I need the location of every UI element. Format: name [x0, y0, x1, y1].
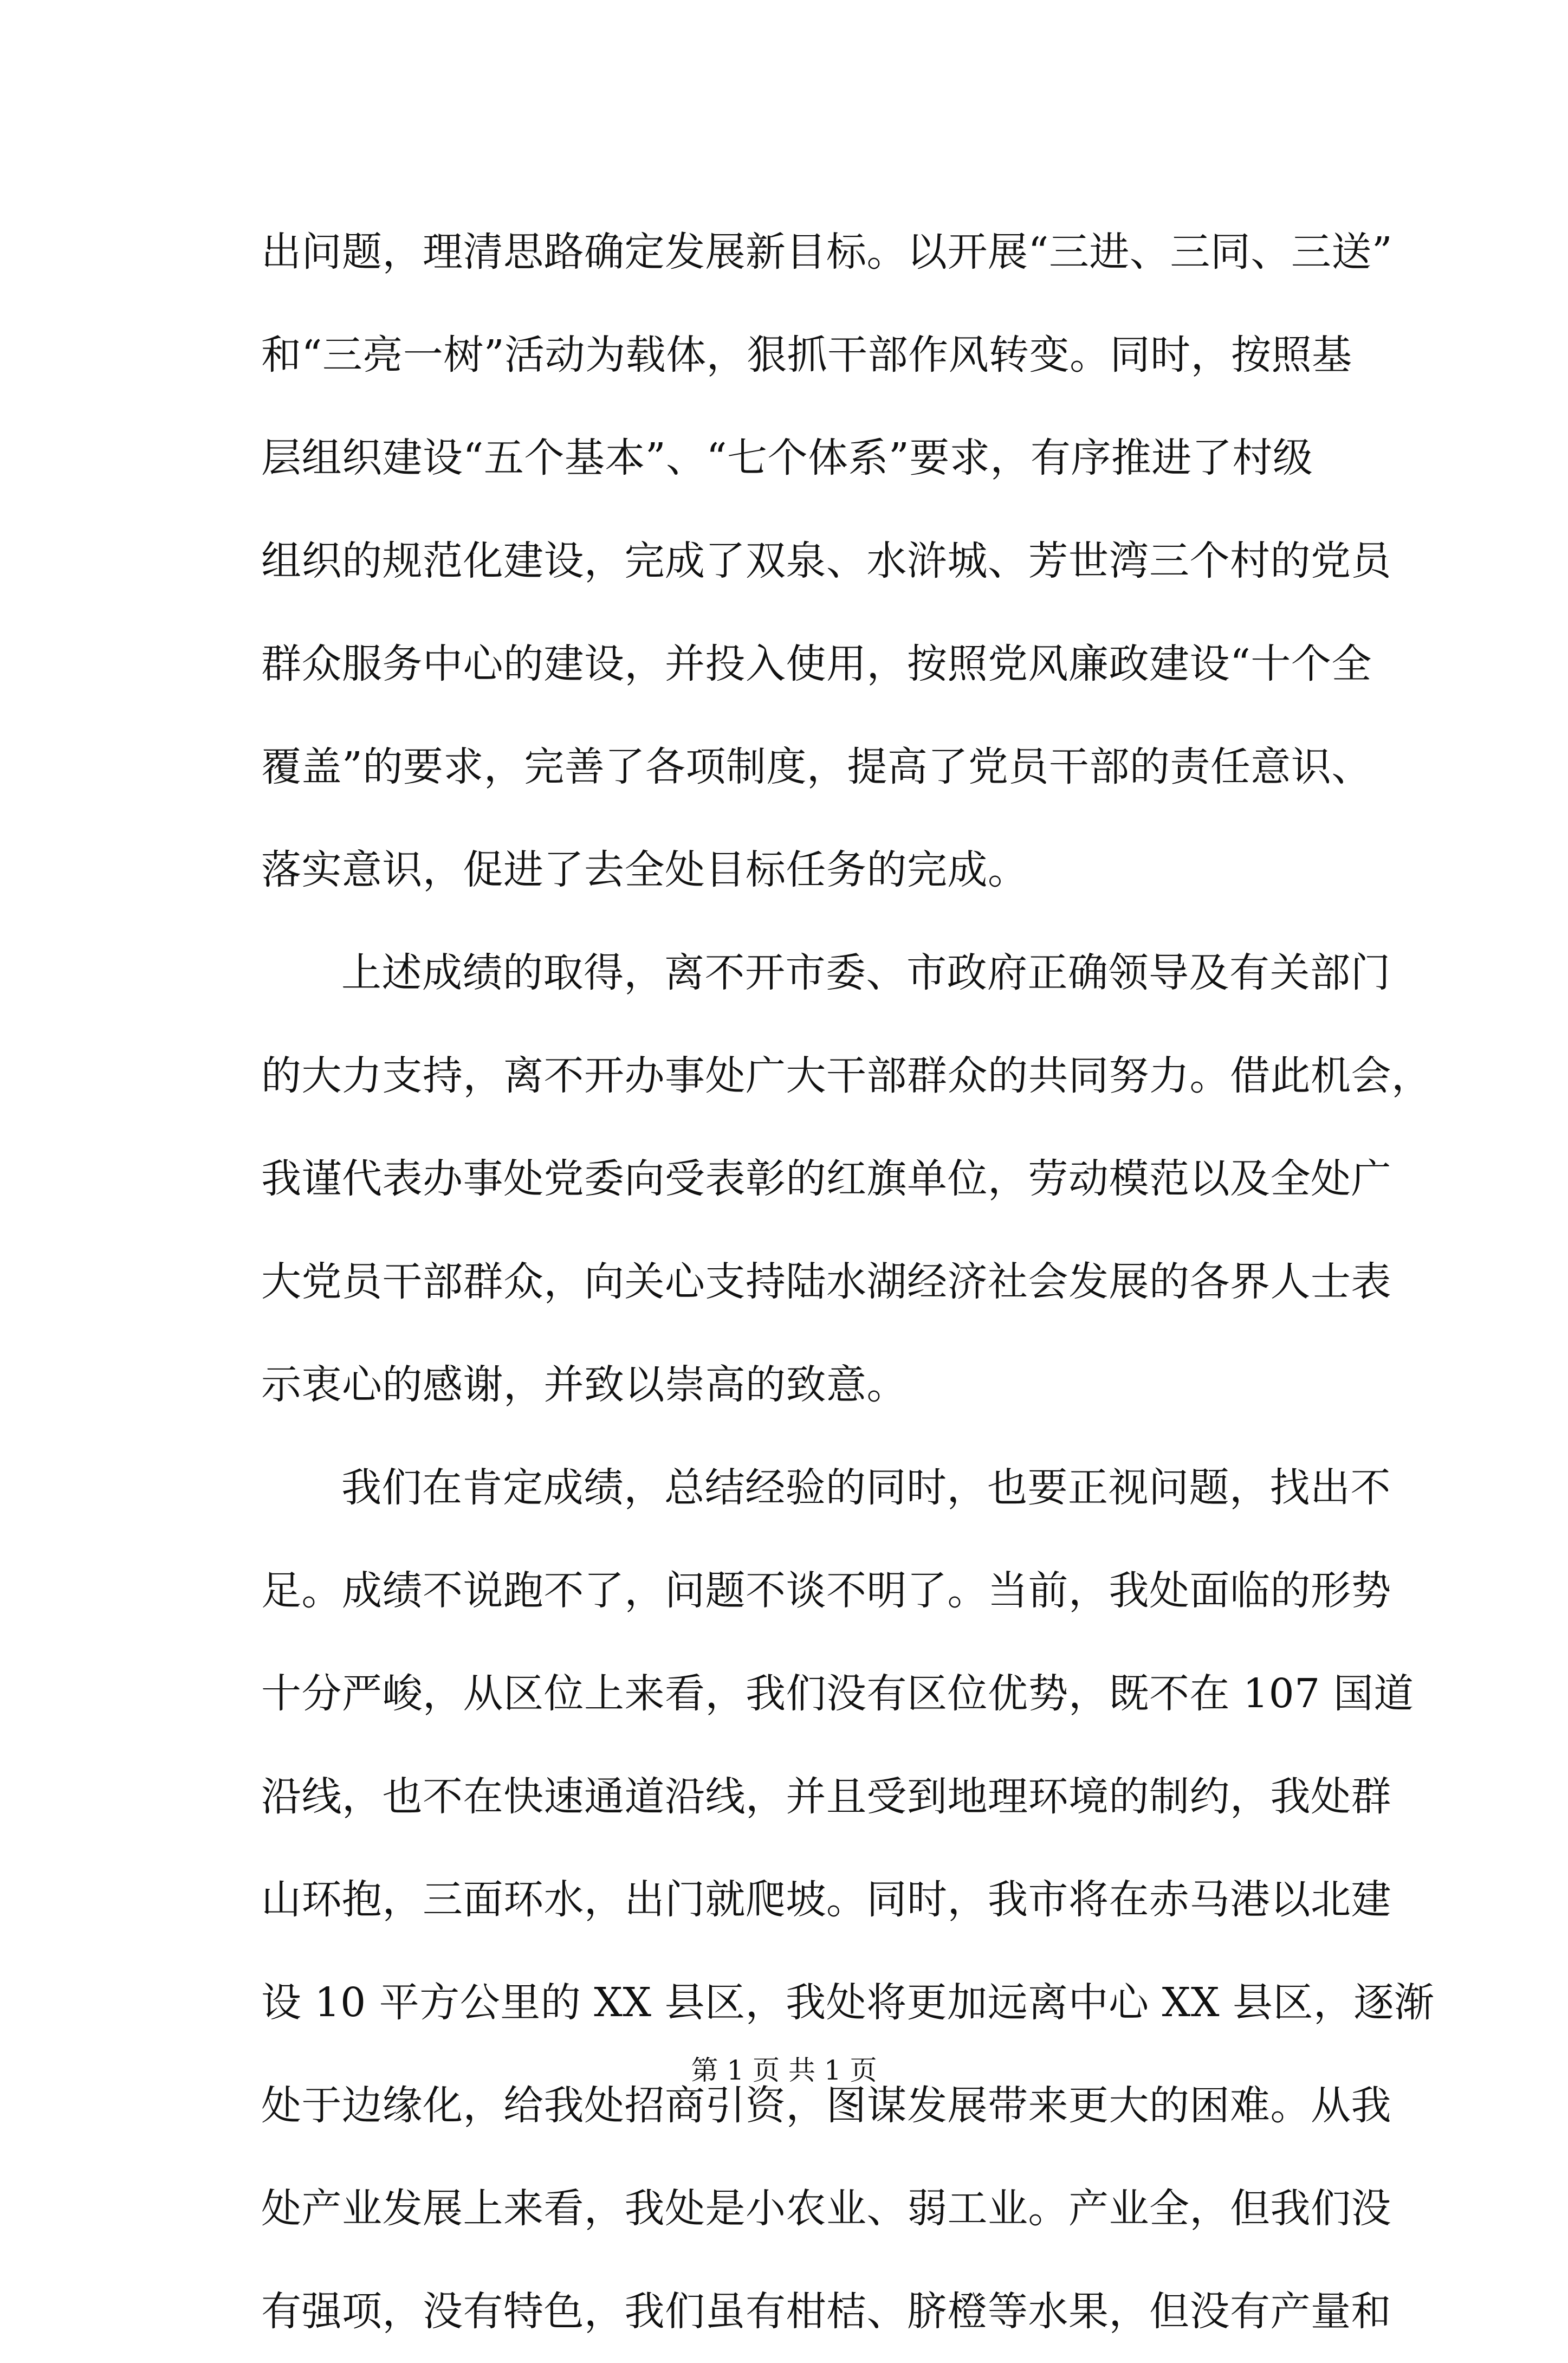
text-line: 层组织建设“五个基本”、“七个体系”要求，有序推进了村级 — [261, 435, 1313, 481]
text-line: 沿线，也不在快速通道沿线，并且受到地理环境的制约，我处群 — [261, 1773, 1391, 1820]
text-line: 处产业发展上来看，我处是小农业、弱工业。产业全，但我们没 — [261, 2185, 1391, 2232]
text-line: 我谨代表办事处党委向受表彰的红旗单位，劳动模范以及全处广 — [261, 1155, 1391, 1202]
text-line: 十分严峻，从区位上来看，我们没有区位优势，既不在 107 国道 — [261, 1670, 1414, 1717]
document-body — [261, 201, 1435, 2363]
text-line: 大党员干部群众，向关心支持陆水湖经济社会发展的各界人士表 — [261, 1258, 1391, 1305]
text-line: 我们在肯定成绩，总结经验的同时，也要正视问题，找出不 — [341, 1464, 1391, 1511]
text-line: 处于边缘化，给我处招商引资，图谋发展带来更大的困难。从我 — [261, 2082, 1391, 2129]
text-line: 山环抱，三面环水，出门就爬坡。同时，我市将在赤马港以北建 — [261, 1876, 1391, 1923]
text-line: 有强项，没有特色，我们虽有柑桔、脐橙等水果，但没有产量和 — [261, 2288, 1391, 2335]
text-line: 群众服务中心的建设，并投入使用，按照党风廉政建设“十个全 — [261, 641, 1372, 687]
text-line: 落实意识，促进了去全处目标任务的完成。 — [261, 847, 1028, 893]
text-line: 组织的规范化建设，完成了双泉、水浒城、芳世湾三个村的党员 — [261, 538, 1391, 584]
text-line: 的大力支持，离不开办事处广大干部群众的共同努力。借此机会， — [261, 1053, 1432, 1099]
text-line: 出问题，理清思路确定发展新目标。以开展“三进、三同、三送” — [261, 229, 1393, 275]
text-line: 覆盖”的要求，完善了各项制度，提高了党员干部的责任意识、 — [261, 744, 1372, 790]
text-line: 足。成绩不说跑不了，问题不谈不明了。当前，我处面临的形势 — [261, 1567, 1391, 1614]
text-line: 上述成绩的取得，离不开市委、市政府正确领导及有关部门 — [341, 950, 1391, 996]
text-line: 示衷心的感谢，并致以崇高的致意。 — [261, 1361, 907, 1408]
text-line: 和“三亮一树”活动为载体，狠抓干部作风转变。同时，按照基 — [261, 332, 1352, 378]
page-footer: 第 1 页 共 1 页 — [691, 2055, 877, 2086]
text-line: 设 10 平方公里的 XX 县区，我处将更加远离中心 XX 县区，逐渐 — [261, 1979, 1435, 2026]
